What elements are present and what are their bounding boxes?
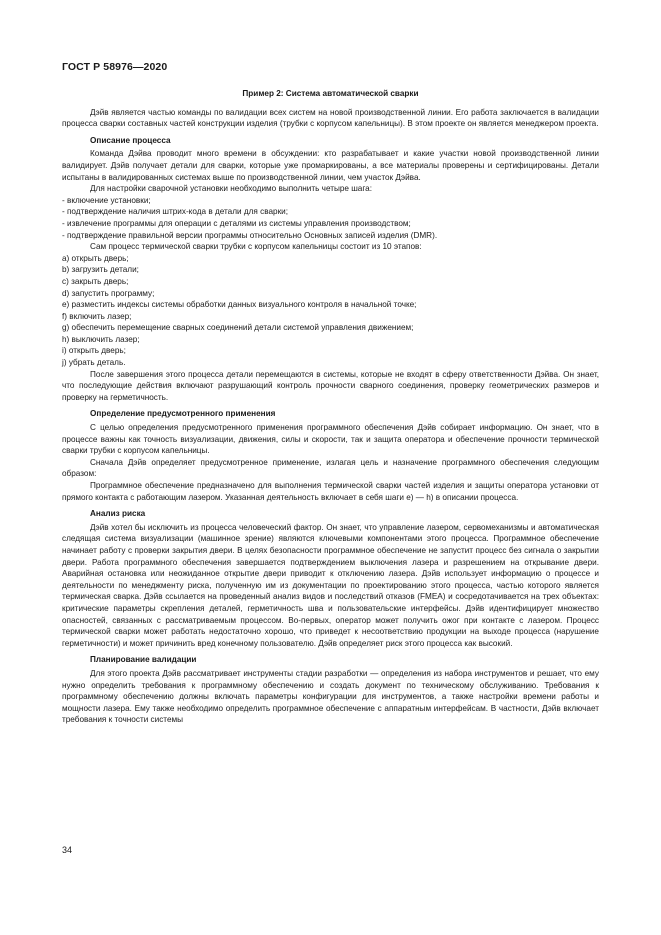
list-item: f) включить лазер; <box>62 311 132 321</box>
paragraph: Дэйв хотел бы исключить из процесса человеческий фактор. Он знает, что управление лазером, сервомеханизмы и автоматическая следящая система визуализации (машинное зрение) являются ключевыми компонентами этого процесса. Программное обеспечение начинает работу с проверки закрытия двери. В целях безопасности программное обеспечение не запустит процесс без сигнала о закрытии двери. Работа программного обеспечения завершается подтверждением выключения лазера и разрешением на открывание двери. Аварийная остановка или неожиданное открытие двери приводит к отключению лазера. Дэйв использует информацию о процессе и деятельности по менеджменту риска, полученную им из документации по проектированию этого процесса, частью которого является термическая сварка. Дэйв ссылается на проведенный анализ видов и последствий отказов (FMEA) и сосредотачивается на трех объектах: критические параметры скрепления деталей, герметичность шва и пользовательские интерфейсы. Дэйв идентифицирует множество опасностей, связанных с рассматриваемым процессом. Во-первых, оператор может получить ожог при контакте с лазером. Процесс термической сварки может работать недостаточно хорошо, что приведет к несоответствию продукции на выходе процесса (нарушение герметичности) и может причинить вред конечному пользователю. Дэйв определяет риск этого процесса как высокий. <box>62 522 599 648</box>
example-title: Пример 2: Система автоматической сварки <box>242 89 419 98</box>
intro-paragraph: Дэйв является частью команды по валидации всех систем на новой производственной линии. Его работа заключается в валидации процесса сварки составных частей конструкции изделия (трубки с корпусом капельницы). В этом проекте он является менеджером проекта. <box>62 107 599 129</box>
section-heading-intended-use: Определение предусмотренного применения <box>90 409 276 419</box>
paragraph: Программное обеспечение предназначено для выполнения термической сварки частей изделия и защиты оператора установки от прямого контакта с работающим лазером. Указанная деятельность включает в себя шаги е) — h) в описании процесса. <box>62 481 599 502</box>
paragraph: Для настройки сварочной установки необходимо выполнить четыре шага: <box>90 184 372 194</box>
list-item: d) запустить программу; <box>62 288 155 298</box>
list-item: a) открыть дверь; <box>62 253 129 263</box>
list-item: i) открыть дверь; <box>62 346 126 356</box>
paragraph: С целью определения предусмотренного применения программного обеспечения Дэйв собирает информацию. Он знает, что в процессе важны как точность визуализации, движения, силы и скорости, так и защита оператора и обеспечение прочности термической сварки трубки с корпусом капельницы. <box>62 423 599 456</box>
list-item: g) обеспечить перемещение сварных соединений детали системой управления движением; <box>62 323 414 333</box>
list-item: - включение установки; <box>62 195 151 205</box>
list-item: j) убрать деталь. <box>62 358 126 368</box>
section-heading-process: Описание процесса <box>90 135 171 145</box>
list-item: b) загрузить детали; <box>62 265 139 275</box>
paragraph: Команда Дэйва проводит много времени в обсуждении: кто разрабатывает и какие участки новой производственной линии валидирует. Дэйв получает детали для сварки, которые уже промаркированы, а все материалы проверены и сертифицированы. Детали испытаны в валидированных системах выше по производственной линии, чем участок Дэйва. <box>62 149 599 182</box>
section-heading-validation-planning: Планирование валидации <box>90 655 197 665</box>
page-number: 34 <box>62 845 73 855</box>
paragraph: Сначала Дэйв определяет предусмотренное применение, излагая цель и назначение программного обеспечения следующим образом: <box>62 457 599 479</box>
list-item: e) разместить индексы системы обработки данных визуального контроля в начальной точке; <box>62 300 417 310</box>
section-heading-risk-analysis: Анализ риска <box>90 509 146 519</box>
standard-header: ГОСТ Р 58976—2020 <box>62 61 168 73</box>
list-item: c) закрыть дверь; <box>62 276 129 286</box>
paragraph: Сам процесс термической сварки трубки с корпусом капельницы состоит из 10 этапов: <box>90 242 422 252</box>
paragraph: После завершения этого процесса детали перемещаются в системы, которые не входят в сферу ответственности Дэйва. Он знает, что последующие действия включают разрушающий контроль прочности сварного соединения, проверку геометрических размеров и проверку на герметичность. <box>62 369 599 402</box>
list-item: - подтверждение правильной версии программы относительно Основных записей изделия (DMR). <box>62 230 438 240</box>
list-item: - извлечение программы для операции с деталями из системы управления производством; <box>62 218 411 228</box>
list-item: h) выключить лазер; <box>62 334 140 344</box>
page-content <box>62 88 599 726</box>
list-item: - подтверждение наличия штрих-кода в детали для сварки; <box>62 207 288 217</box>
paragraph: Для этого проекта Дэйв рассматривает инструменты стадии разработки — определения из набора инструментов и решает, что ему нужно определить требования к программному обеспечению и создать документ по техническому обслуживанию. Требования к программному обеспечению должны включать параметры конфигурации для инструментов, а также настройки времени работы и мощности лазера. Ему также необходимо определить программное обеспечение с аппаратным интерфейсам. В частности, Дэйв включает требования к точности системы <box>62 668 599 725</box>
